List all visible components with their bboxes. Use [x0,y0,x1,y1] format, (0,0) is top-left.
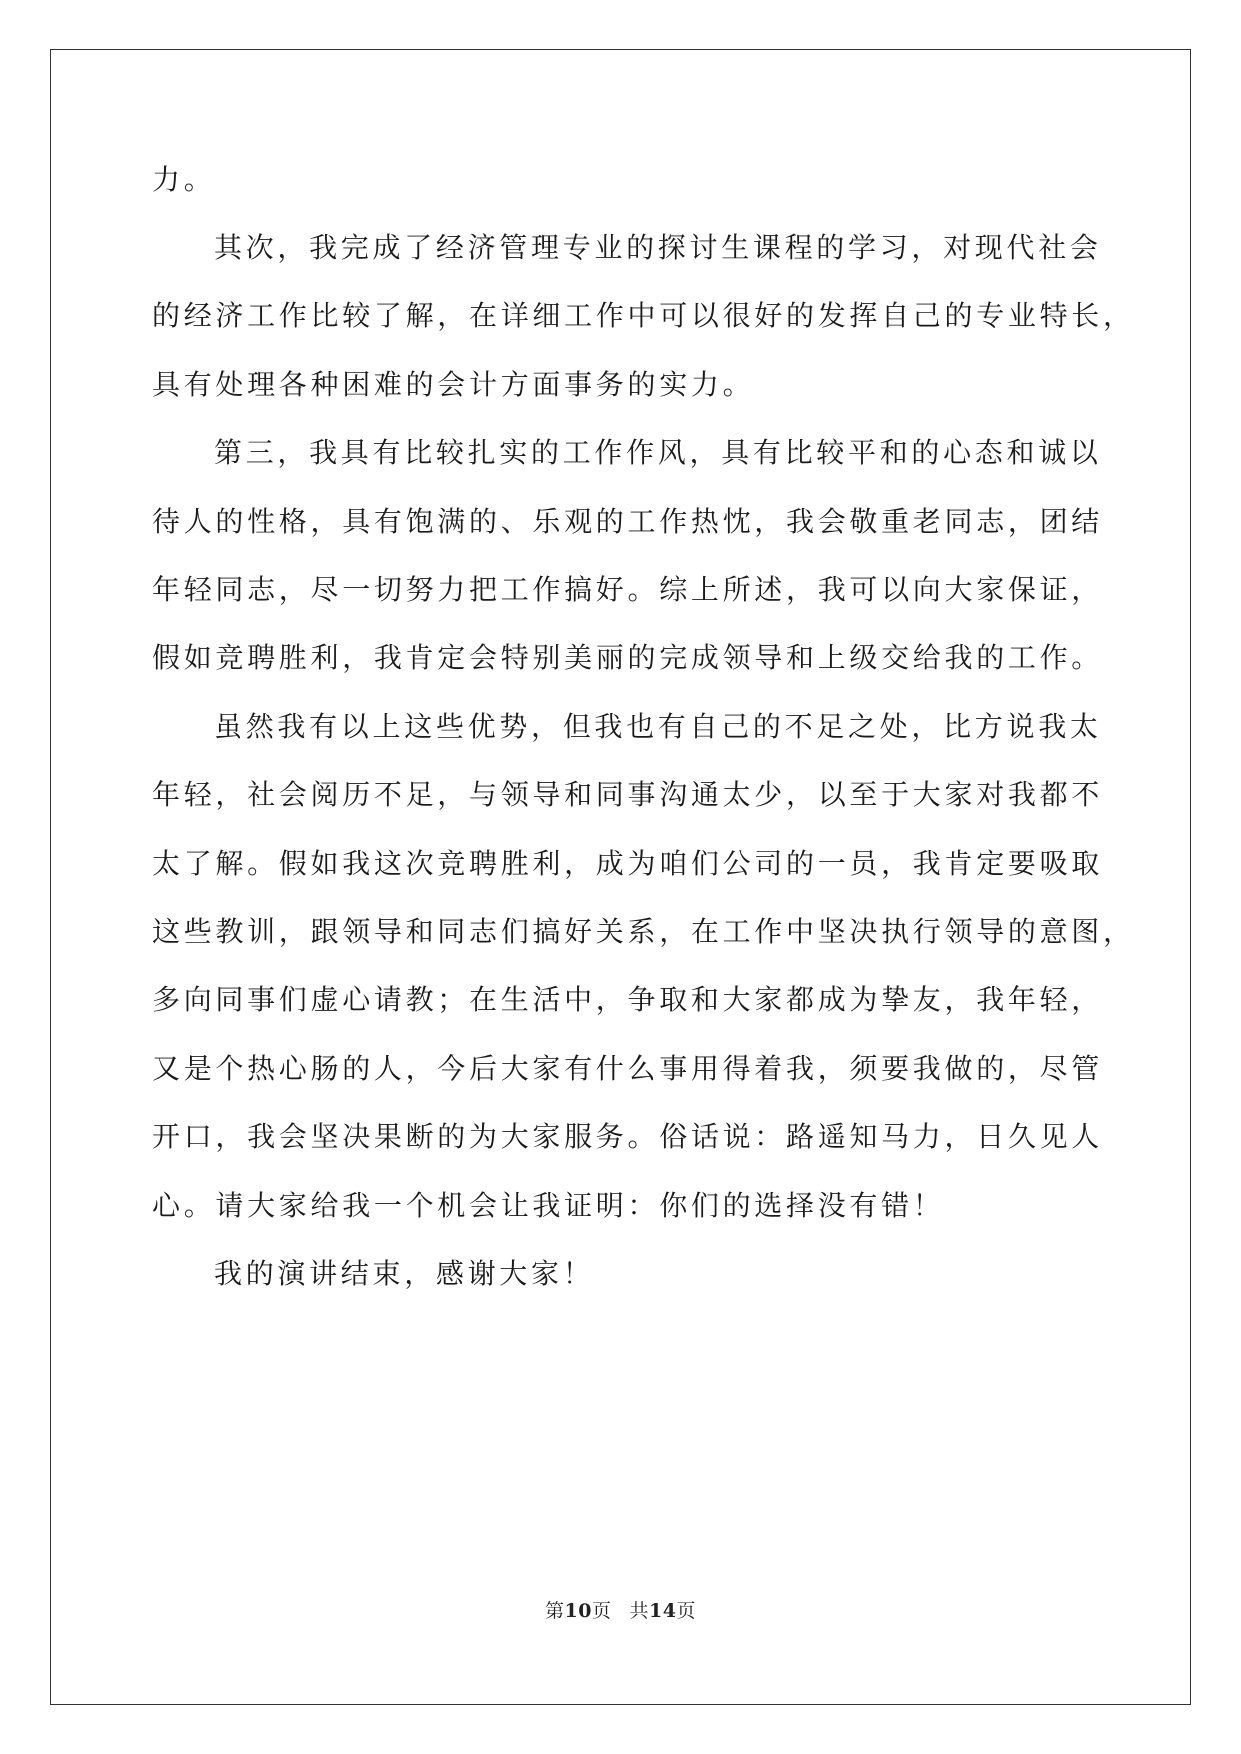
text-line: 多向同事们虚心请教；在生活中，争取和大家都成为挚友，我年轻， [152,983,1104,1016]
text-line: 待人的性格，具有饱满的、乐观的工作热忱，我会敬重老同志，团结 [152,505,1104,538]
paragraph-start-line: 虽然我有以上这些优势，但我也有自己的不足之处，比方说我太 [214,710,1102,743]
text-line: 力。 [152,163,216,196]
text-line: 开口，我会坚决果断的为大家服务。俗话说：路遥知马力，日久见人 [152,1120,1104,1153]
text-line: 年轻，社会阅历不足，与领导和同事沟通太少，以至于大家对我都不 [152,778,1104,811]
page-current: 10 [564,1600,592,1622]
total-suffix: 页 [676,1600,696,1622]
total-prefix: 共 [629,1600,650,1622]
page-mid: 页 [591,1600,612,1622]
text-line: 具有处理各种困难的会计方面事务的实力。 [152,368,755,401]
text-line: 假如竞聘胜利，我肯定会特别美丽的完成领导和上级交给我的工作。 [152,641,1104,674]
text-line: 的经济工作比较了解，在详细工作中可以很好的发挥自己的专业特长， [152,299,1135,332]
text-line: 又是个热心肠的人，今后大家有什么事用得着我，须要我做的，尽管 [152,1052,1104,1085]
text-line: 年轻同志，尽一切努力把工作搞好。综上所述，我可以向大家保证， [152,573,1104,606]
text-line: 太了解。假如我这次竞聘胜利，成为咱们公司的一员，我肯定要吸取 [152,847,1104,880]
page-prefix: 第 [545,1600,565,1622]
text-line: 心。请大家给我一个机会让我证明：你们的选择没有错！ [152,1189,945,1222]
page-total: 14 [649,1600,677,1622]
paragraph-start-line: 其次，我完成了经济管理专业的探讨生课程的学习，对现代社会 [214,231,1102,264]
closing-line: 我的演讲结束，感谢大家！ [214,1257,595,1290]
text-line: 这些教训，跟领导和同志们搞好关系，在工作中坚决执行领导的意图， [152,915,1135,948]
paragraph-start-line: 第三，我具有比较扎实的工作作风，具有比较平和的心态和诚以 [214,436,1102,469]
page-footer [0,1596,1241,1623]
